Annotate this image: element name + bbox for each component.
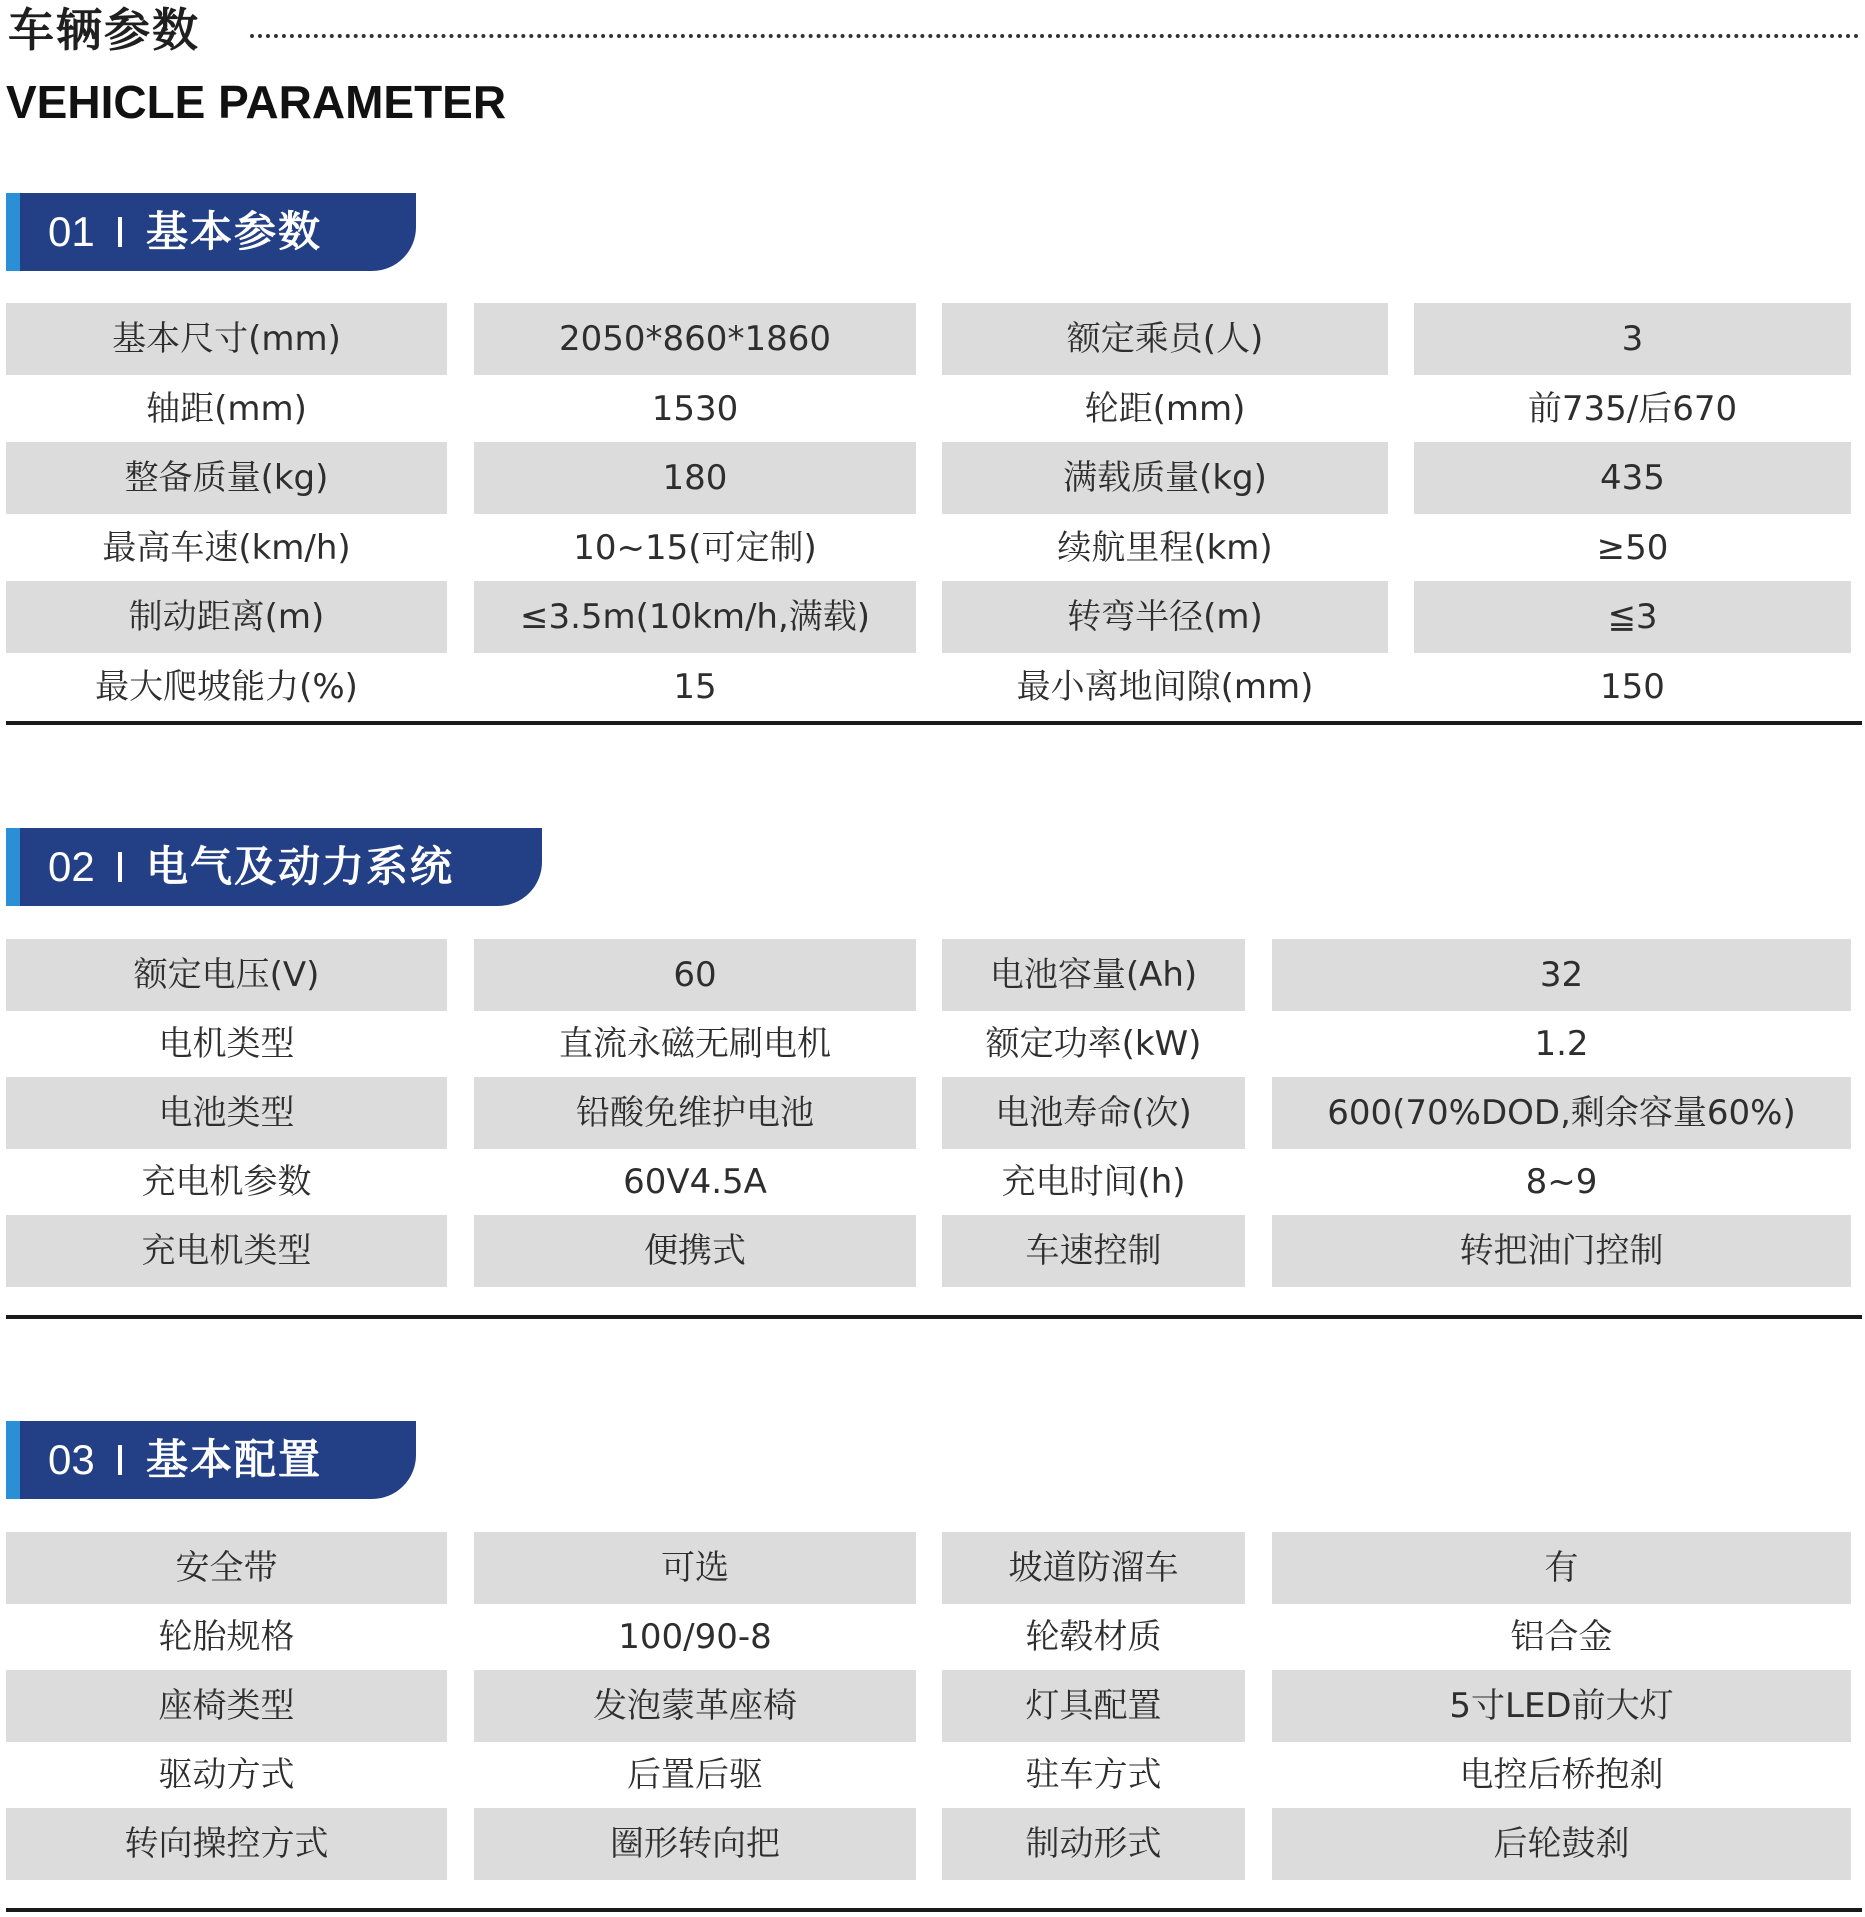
section-number: 01 xyxy=(48,208,95,255)
param-label: 灯具配置 xyxy=(942,1670,1245,1742)
param-value: 180 xyxy=(474,442,916,514)
param-value: 10~15(可定制) xyxy=(573,528,817,568)
param-label: 车速控制 xyxy=(942,1215,1245,1287)
param-label: 基本尺寸(mm) xyxy=(6,303,447,375)
section-number: 02 xyxy=(48,843,95,890)
param-value: 有 xyxy=(1272,1532,1851,1604)
param-label: 轴距(mm) xyxy=(146,389,307,429)
param-value: 铝合金 xyxy=(1510,1617,1613,1657)
param-label: 驻车方式 xyxy=(1025,1755,1162,1795)
param-value: 发泡蒙革座椅 xyxy=(474,1670,916,1742)
param-label: 转向操控方式 xyxy=(6,1808,447,1880)
section-tab-03 xyxy=(6,1421,416,1499)
param-label: 最小离地间隙(mm) xyxy=(1016,667,1314,707)
param-label: 制动距离(m) xyxy=(6,581,447,653)
param-value: ≦3 xyxy=(1414,581,1851,653)
param-label: 坡道防溜车 xyxy=(942,1532,1245,1604)
section-divider xyxy=(118,852,122,882)
section-accent-bar xyxy=(6,1421,20,1499)
param-value: 32 xyxy=(1272,939,1851,1011)
param-value: 100/90-8 xyxy=(618,1617,772,1657)
param-label: 转弯半径(m) xyxy=(942,581,1388,653)
param-value: ≥50 xyxy=(1596,528,1669,568)
param-value: 电控后桥抱刹 xyxy=(1459,1755,1664,1795)
param-label: 轮毂材质 xyxy=(1025,1617,1162,1657)
param-label: 制动形式 xyxy=(942,1808,1245,1880)
param-value: 后置后驱 xyxy=(627,1755,763,1795)
table-row xyxy=(0,1146,1865,1218)
table-row xyxy=(0,1808,1865,1880)
table-row xyxy=(0,581,1865,653)
param-value: 5寸LED前大灯 xyxy=(1272,1670,1851,1742)
header-dotted-line xyxy=(250,34,1860,38)
param-value: 1530 xyxy=(651,389,739,429)
section-divider xyxy=(118,1445,122,1475)
param-value: 150 xyxy=(1600,667,1665,707)
param-value: ≤3.5m(10km/h,满载) xyxy=(474,581,916,653)
section-bottom-rule xyxy=(6,721,1862,725)
table-row xyxy=(0,1601,1865,1673)
param-label: 续航里程(km) xyxy=(1057,528,1273,568)
param-value: 铅酸免维护电池 xyxy=(474,1077,916,1149)
table-row xyxy=(0,1670,1865,1742)
section-tab-02 xyxy=(6,828,542,906)
param-value: 后轮鼓刹 xyxy=(1272,1808,1851,1880)
param-label: 安全带 xyxy=(6,1532,447,1604)
section-number: 03 xyxy=(48,1436,95,1483)
param-label: 电机类型 xyxy=(158,1024,295,1064)
param-label: 电池寿命(次) xyxy=(942,1077,1245,1149)
param-label: 轮距(mm) xyxy=(1084,389,1246,429)
param-label: 座椅类型 xyxy=(6,1670,447,1742)
table-row xyxy=(0,512,1865,584)
param-label: 电池类型 xyxy=(6,1077,447,1149)
table-row xyxy=(0,303,1865,375)
table-row xyxy=(0,1215,1865,1287)
param-label: 电池容量(Ah) xyxy=(942,939,1245,1011)
param-label: 充电机类型 xyxy=(6,1215,447,1287)
param-value: 可选 xyxy=(474,1532,916,1604)
table-row xyxy=(0,1532,1865,1604)
table-row xyxy=(0,442,1865,514)
param-label: 最大爬坡能力(%) xyxy=(95,667,358,707)
param-label: 轮胎规格 xyxy=(158,1617,295,1657)
table-row xyxy=(0,373,1865,445)
table-row xyxy=(0,1739,1865,1811)
section-divider xyxy=(118,217,122,247)
header-title-cn: 车辆参数 xyxy=(8,3,200,57)
param-value: 60 xyxy=(474,939,916,1011)
param-label: 额定乘员(人) xyxy=(942,303,1388,375)
param-label: 整备质量(kg) xyxy=(6,442,447,514)
param-value: 圈形转向把 xyxy=(474,1808,916,1880)
param-label: 充电时间(h) xyxy=(1001,1162,1186,1202)
param-value: 前735/后670 xyxy=(1527,389,1738,429)
param-label: 额定电压(V) xyxy=(6,939,447,1011)
section-title: 基本参数 xyxy=(146,207,323,256)
table-row xyxy=(0,1008,1865,1080)
section-title: 基本配置 xyxy=(146,1435,323,1484)
param-value: 转把油门控制 xyxy=(1272,1215,1851,1287)
section-title: 电气及动力系统 xyxy=(146,842,455,891)
param-label: 驱动方式 xyxy=(158,1755,295,1795)
section-bottom-rule xyxy=(6,1908,1862,1912)
param-value: 便携式 xyxy=(474,1215,916,1287)
param-value: 3 xyxy=(1414,303,1851,375)
table-row xyxy=(0,1077,1865,1149)
param-label: 充电机参数 xyxy=(141,1162,312,1202)
table-row xyxy=(0,939,1865,1011)
param-label: 满载质量(kg) xyxy=(942,442,1388,514)
header-title-en: VEHICLE PARAMETER xyxy=(6,76,507,128)
section-accent-bar xyxy=(6,193,20,271)
param-value: 60V4.5A xyxy=(623,1162,767,1202)
param-label: 额定功率(kW) xyxy=(985,1024,1202,1064)
section-bottom-rule xyxy=(6,1315,1862,1319)
param-value: 2050*860*1860 xyxy=(474,303,916,375)
section-accent-bar xyxy=(6,828,20,906)
param-value: 435 xyxy=(1414,442,1851,514)
param-value: 1.2 xyxy=(1534,1024,1589,1064)
param-value: 15 xyxy=(673,667,717,707)
param-value: 8~9 xyxy=(1525,1162,1598,1202)
table-row xyxy=(0,651,1865,723)
param-value: 直流永磁无刷电机 xyxy=(559,1024,831,1064)
param-label: 最高车速(km/h) xyxy=(102,528,351,568)
param-value: 600(70%DOD,剩余容量60%) xyxy=(1272,1077,1851,1149)
section-tab-01 xyxy=(6,193,416,271)
